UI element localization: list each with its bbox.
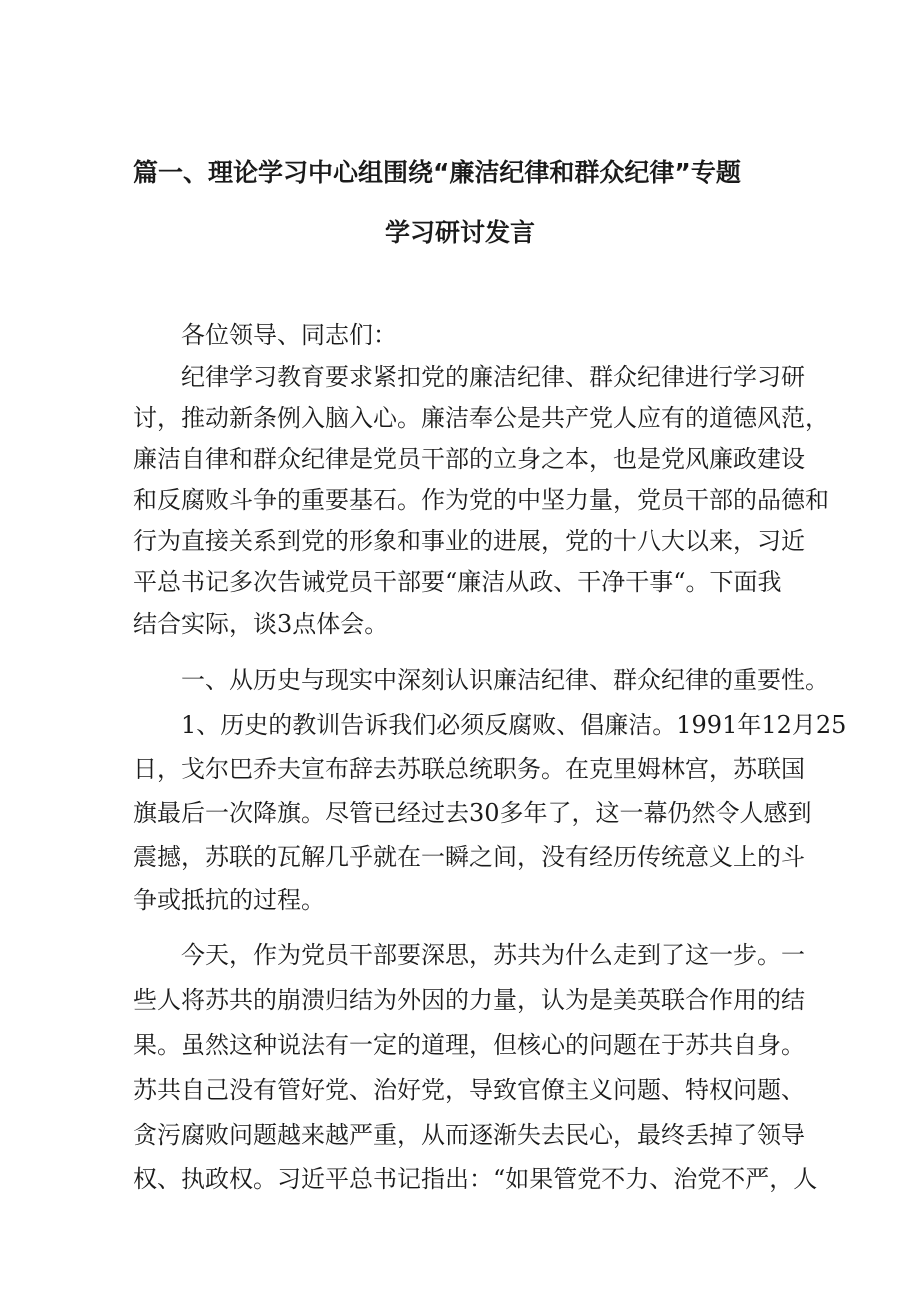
paragraph-line: 平总书记多次告诫党员干部要“廉洁从政、干净干事“。下面我 bbox=[133, 568, 782, 596]
paragraph-line: 和反腐败斗争的重要基石。作为党的中坚力量，党员干部的品德和 bbox=[133, 486, 829, 514]
paragraph-line: 些人将苏共的崩溃归结为外因的力量，认为是美英联合作用的结 bbox=[133, 986, 805, 1014]
paragraph-line: 震撼，苏联的瓦解几乎就在一瞬之间，没有经历传统意义上的斗 bbox=[133, 843, 805, 871]
paragraph-line: 廉洁自律和群众纪律是党员干部的立身之本，也是党风廉政建设 bbox=[133, 445, 805, 473]
title-line-1: 篇一、理论学习中心组围绕“廉洁纪律和群众纪律”专题 bbox=[133, 158, 741, 187]
paragraph-line: 结合实际，谈3点体会。 bbox=[133, 610, 389, 638]
paragraph-line: 今天，作为党员干部要深思，苏共为什么走到了这一步。一 bbox=[181, 941, 805, 969]
paragraph-line: 旗最后一次降旗。尽管已经过去30多年了，这一幕仍然令人感到 bbox=[133, 799, 812, 827]
title-line-2: 学习研讨发言 bbox=[384, 218, 535, 247]
paragraph-line: 纪律学习教育要求紧扣党的廉洁纪律、群众纪律进行学习研 bbox=[181, 363, 805, 391]
paragraph-line: 1、历史的教训告诉我们必须反腐败、倡廉洁。1991年12月25 bbox=[181, 711, 847, 739]
paragraph-line: 争或抵抗的过程。 bbox=[133, 886, 325, 914]
paragraph-line: 讨，推动新条例入脑入心。廉洁奉公是共产党人应有的道德风范， bbox=[133, 404, 829, 432]
paragraph-line: 贪污腐败问题越来越严重，从而逐渐失去民心，最终丢掉了领导 bbox=[133, 1121, 805, 1149]
salutation: 各位领导、同志们： bbox=[181, 321, 397, 349]
paragraph-line: 苏共自己没有管好党、治好党，导致官僚主义问题、特权问题、 bbox=[133, 1076, 805, 1104]
paragraph-line: 权、执政权。习近平总书记指出：“如果管党不力、治党不严，人 bbox=[133, 1165, 818, 1193]
section-heading: 一、从历史与现实中深刻认识廉洁纪律、群众纪律的重要性。 bbox=[181, 666, 829, 694]
paragraph-line: 果。虽然这种说法有一定的道理，但核心的问题在于苏共自身。 bbox=[133, 1031, 805, 1059]
paragraph-line: 日，戈尔巴乔夫宣布辞去苏联总统职务。在克里姆林宫，苏联国 bbox=[133, 755, 805, 783]
paragraph-line: 行为直接关系到党的形象和事业的进展，党的十八大以来，习近 bbox=[133, 527, 805, 555]
